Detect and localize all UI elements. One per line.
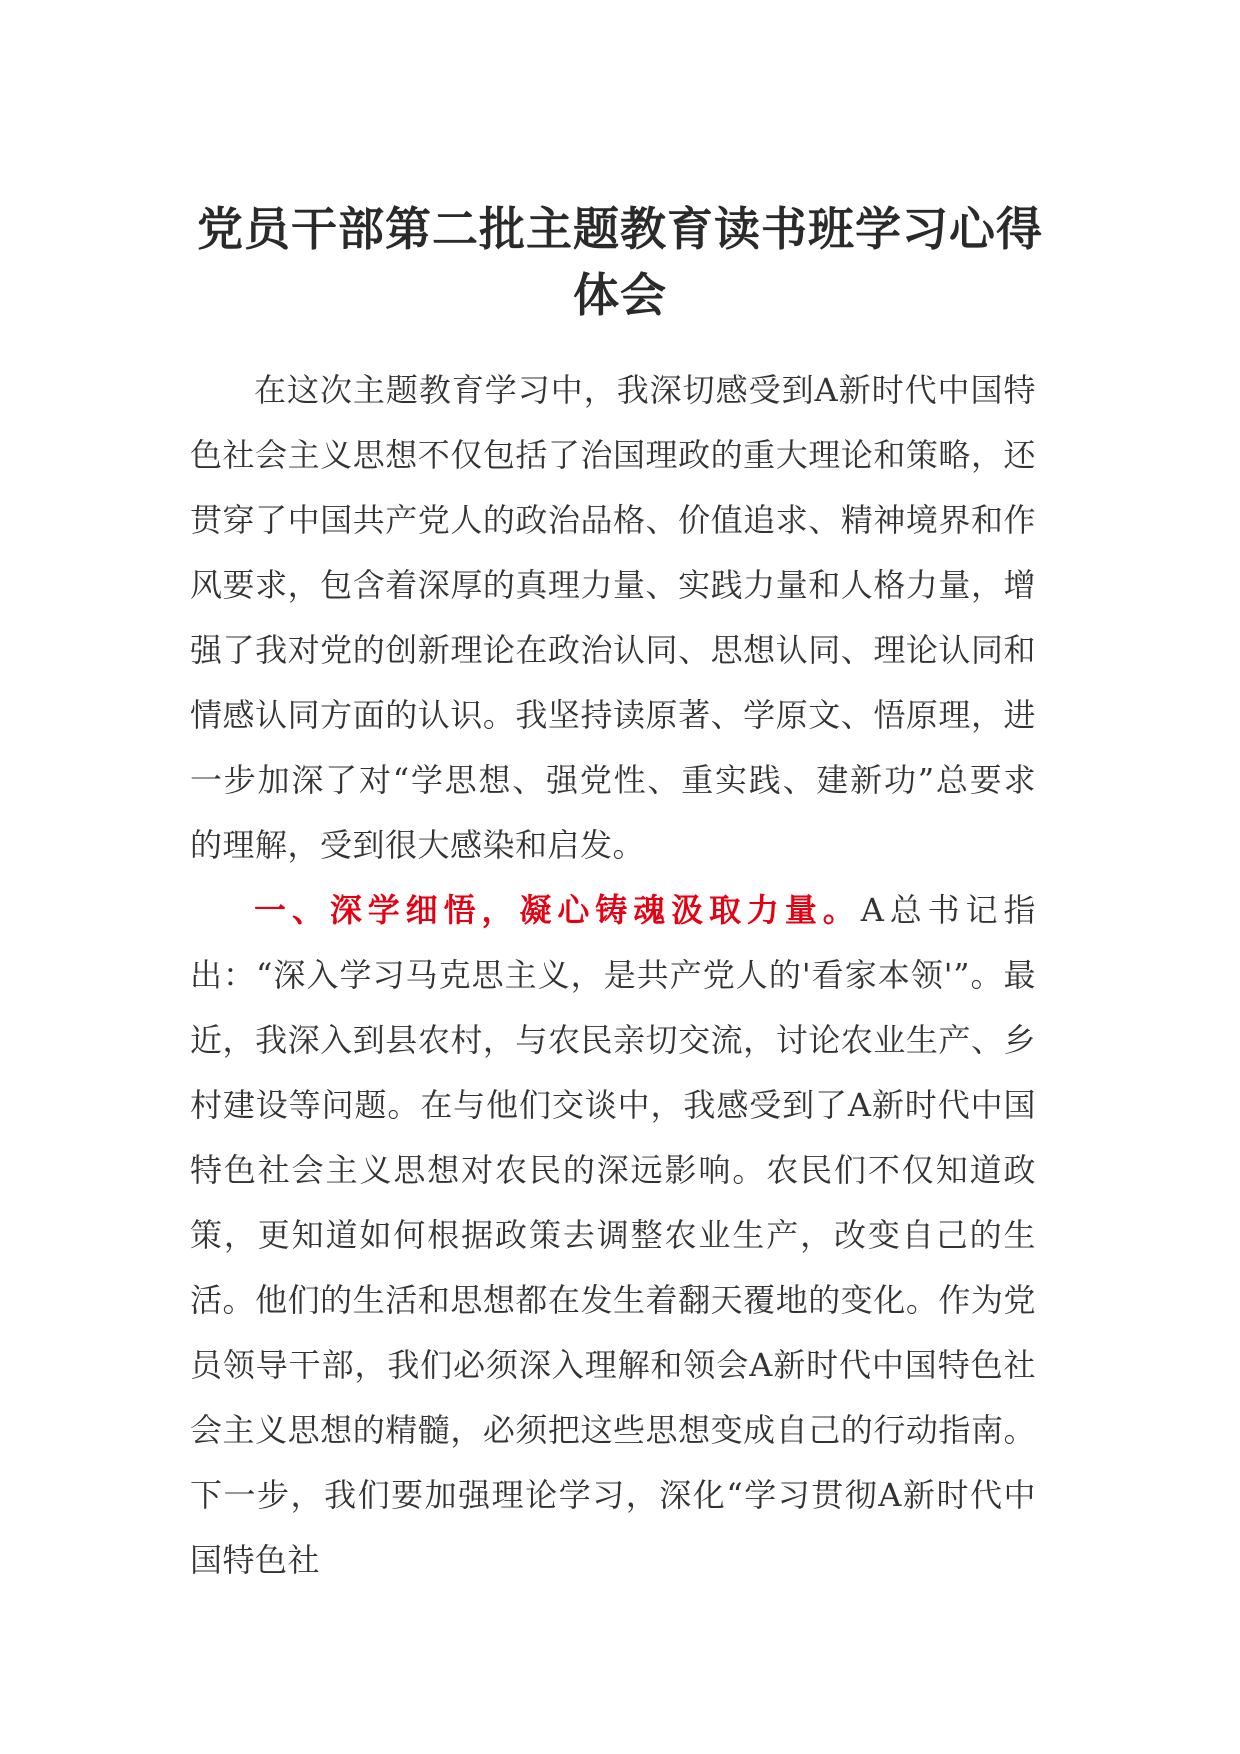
paragraph-section-one xyxy=(190,878,1036,1593)
section-one-text: A总书记指出：“深入学习马克思主义，是共产党人的'看家本领'”。最近，我深入到县农村，与农民亲切交流，讨论农业生产、乡村建设等问题。在与他们交谈中，我感受到了A新时代中国特色社会主义思想对农民的深远影响。农民们不仅知道政策，更知道如何根据政策去调整农业生产，改变自己的生活。他们的生活和思想都在发生着翻天覆地的变化。作为党员领导干部，我们必须深入理解和领会A新时代中国特色社会主义思想的精髓，必须把这些思想变成自己的行动指南。下一步，我们要加强理论学习，深化“学习贯彻A新时代中国特色社 xyxy=(190,891,1036,1579)
paragraph-intro xyxy=(190,358,1036,878)
document-title: 党员干部第二批主题教育读书班学习心得体会 xyxy=(197,202,1043,322)
paragraph-intro-text: 在这次主题教育学习中，我深切感受到A新时代中国特色社会主义思想不仅包括了治国理政的重大理论和策略，还贯穿了中国共产党人的政治品格、价值追求、精神境界和作风要求，包含着深厚的真理力量、实践力量和人格力量，增强了我对党的创新理论在政治认同、思想认同、理论认同和情感认同方面的认识。我坚持读原著、学原文、悟原理，进一步加深了对“学思想、强党性、重实践、建新功”总要求的理解，受到很大感染和启发。 xyxy=(190,371,1036,864)
section-one-heading: 一、深学细悟，凝心铸魂汲取力量。 xyxy=(254,891,861,929)
